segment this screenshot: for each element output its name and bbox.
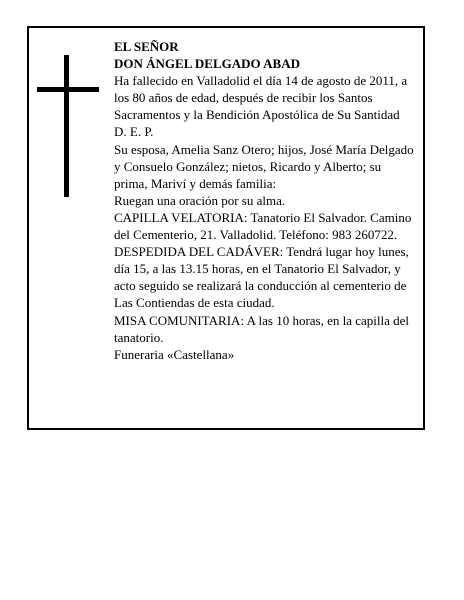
title-line-1: EL SEÑOR <box>114 39 179 54</box>
funeral-home: Funeraria «Castellana» <box>114 346 235 362</box>
farewell-info: DESPEDIDA DEL CADÁVER: Tendrá lugar hoy lunes, día 15, a las 13.15 horas, en el Tanatorio El Salvador, y acto seguido se realizará la conducción al cementerio de Las Contiendas de esta ciudad. <box>114 244 409 311</box>
family-paragraph: Su esposa, Amelia Sanz Otero; hijos, José María Delgado y Consuelo González; nietos, Ricardo y Alberto; su prima, Mariví y demás familia: <box>114 141 414 191</box>
prayer-request: Ruegan una oración por su alma. <box>114 192 286 208</box>
cross-vertical-bar <box>64 55 69 197</box>
cross-icon <box>37 55 99 197</box>
obituary-text-block <box>114 38 414 363</box>
mass-info: MISA COMUNITARIA: A las 10 horas, en la capilla del tanatorio. <box>114 312 410 345</box>
cross-horizontal-bar <box>37 87 99 92</box>
death-notice-paragraph: Ha fallecido en Valladolid el día 14 de agosto de 2011, a los 80 años de edad, después de recibir los Santos Sacramentos y la Bendición Apostólica de Su Santidad D. E. P. <box>114 73 408 140</box>
deceased-name: DON ÁNGEL DELGADO ABAD <box>114 56 300 72</box>
chapel-info: CAPILLA VELATORIA: Tanatorio El Salvador. Camino del Cementerio, 21. Valladolid. Teléfono: 983 260722. <box>114 209 412 243</box>
